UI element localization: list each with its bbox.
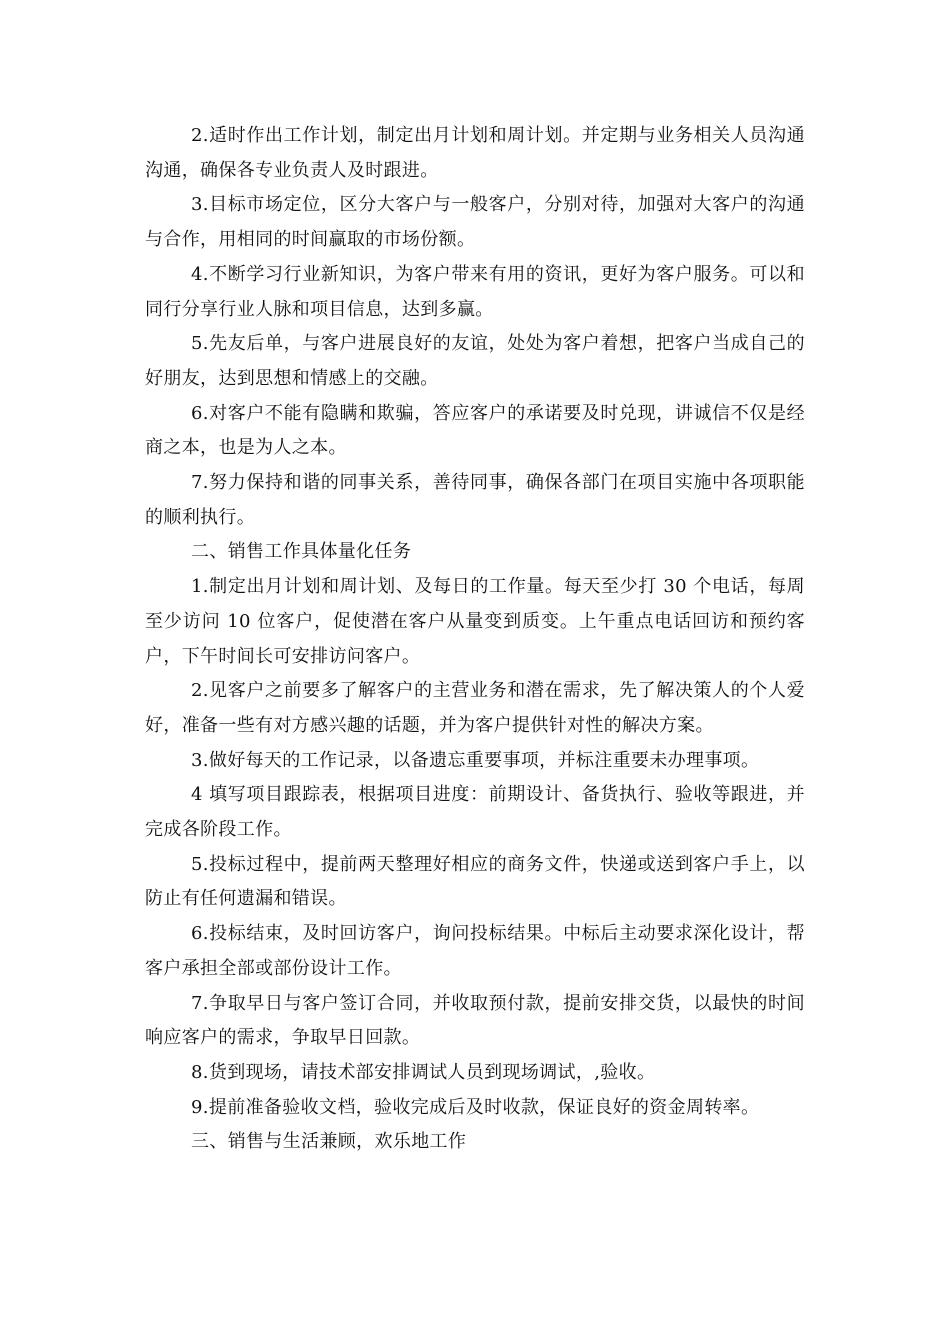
document-body	[145, 119, 805, 1160]
paragraph: 4 填写项目跟踪表，根据项目进度：前期设计、备货执行、验收等跟进，并完成各阶段工作。	[145, 784, 805, 841]
paragraph: 1.制定出月计划和周计划、及每日的工作量。每天至少打 30 个电话，每周至少访问 10 位客户，促使潜在客户从量变到质变。上午重点电话回访和预约客户，下午时间长可安排访问客户。	[145, 576, 805, 667]
paragraph: 4.不断学习行业新知识，为客户带来有用的资讯，更好为客户服务。可以和同行分享行业人脉和项目信息，达到多赢。	[145, 263, 805, 320]
paragraph: 9.提前准备验收文档，验收完成后及时收款，保证良好的资金周转率。	[191, 1096, 760, 1118]
paragraph: 7.争取早日与客户签订合同，并收取预付款，提前安排交货，以最快的时间响应客户的需求，争取早日回款。	[145, 992, 805, 1049]
paragraph: 7.努力保持和谐的同事关系，善待同事，确保各部门在项目实施中各项职能的顺利执行。	[145, 472, 805, 528]
paragraph: 6.投标结束，及时回访客户，询问投标结果。中标后主动要求深化设计，帮客户承担全部或部份设计工作。	[145, 923, 805, 979]
paragraph: 6.对客户不能有隐瞒和欺骗，答应客户的承诺要及时兑现，讲诚信不仅是经商之本，也是为人之本。	[145, 402, 805, 459]
paragraph: 2.见客户之前要多了解客户的主营业务和潜在需求，先了解决策人的个人爱好，准备一些有对方感兴趣的话题，并为客户提供针对性的解决方案。	[145, 680, 805, 736]
section-heading: 二、销售工作具体量化任务	[191, 541, 412, 563]
paragraph: 3.目标市场定位，区分大客户与一般客户，分别对待，加强对大客户的沟通与合作，用相同的时间赢取的市场份额。	[145, 194, 805, 251]
paragraph: 3.做好每天的工作记录，以备遗忘重要事项，并标注重要未办理事项。	[191, 749, 760, 771]
section-heading: 三、销售与生活兼顾，欢乐地工作	[191, 1131, 467, 1153]
paragraph: 5.投标过程中，提前两天整理好相应的商务文件，快递或送到客户手上，以防止有任何遗漏和错误。	[145, 853, 805, 910]
paragraph: 5.先友后单，与客户进展良好的友谊，处处为客户着想，把客户当成自己的好朋友，达到思想和情感上的交融。	[145, 333, 805, 389]
paragraph: 8.货到现场，请技术部安排调试人员到现场调试，,验收。	[191, 1061, 656, 1083]
paragraph: 2.适时作出工作计划，制定出月计划和周计划。并定期与业务相关人员沟通沟通，确保各专业负责人及时跟进。	[145, 125, 805, 181]
